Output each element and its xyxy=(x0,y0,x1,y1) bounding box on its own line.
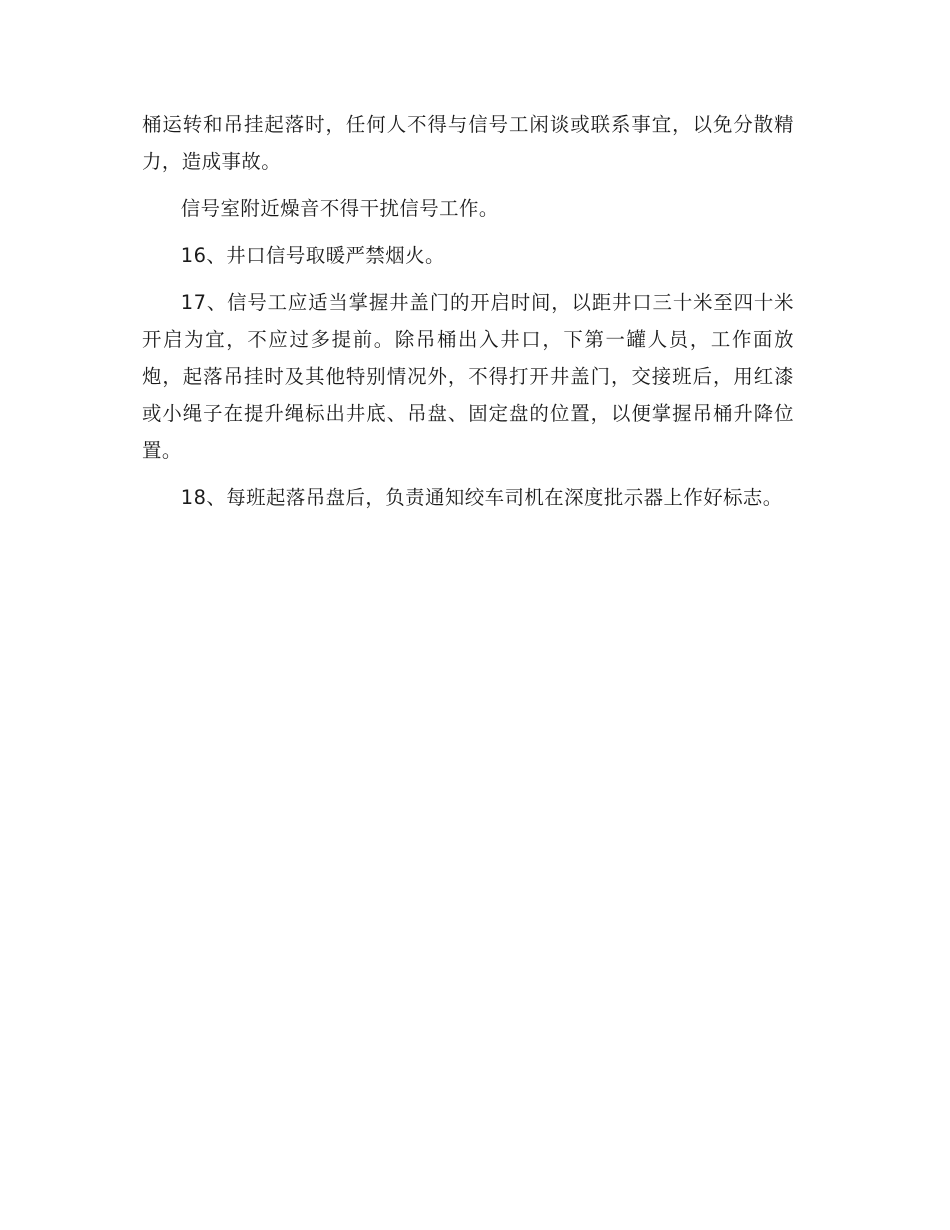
paragraph-signal-room-noise: 信号室附近燥音不得干扰信号工作。 xyxy=(180,197,499,220)
paragraph-item-18: 18、每班起落吊盘后，负责通知绞车司机在深度批示器上作好标志。 xyxy=(180,486,783,509)
document-body xyxy=(142,106,794,526)
paragraph-continuation: 桶运转和吊挂起落时，任何人不得与信号工闲谈或联系事宜，以免分散精力，造成事故。 xyxy=(142,113,794,173)
paragraph-item-16: 16、井口信号取暖严禁烟火。 xyxy=(180,244,445,267)
paragraph-item-17: 17、信号工应适当掌握井盖门的开启时间，以距井口三十米至四十米开启为宜，不应过多提前。除吊桶出入井口，下第一罐人员，工作面放炮，起落吊挂时及其他特别情况外，不得打开井盖门，交接班后，用红漆或小绳子在提升绳标出井底、吊盘、固定盘的位置，以便掌握吊桶升降位置。 xyxy=(142,291,794,462)
